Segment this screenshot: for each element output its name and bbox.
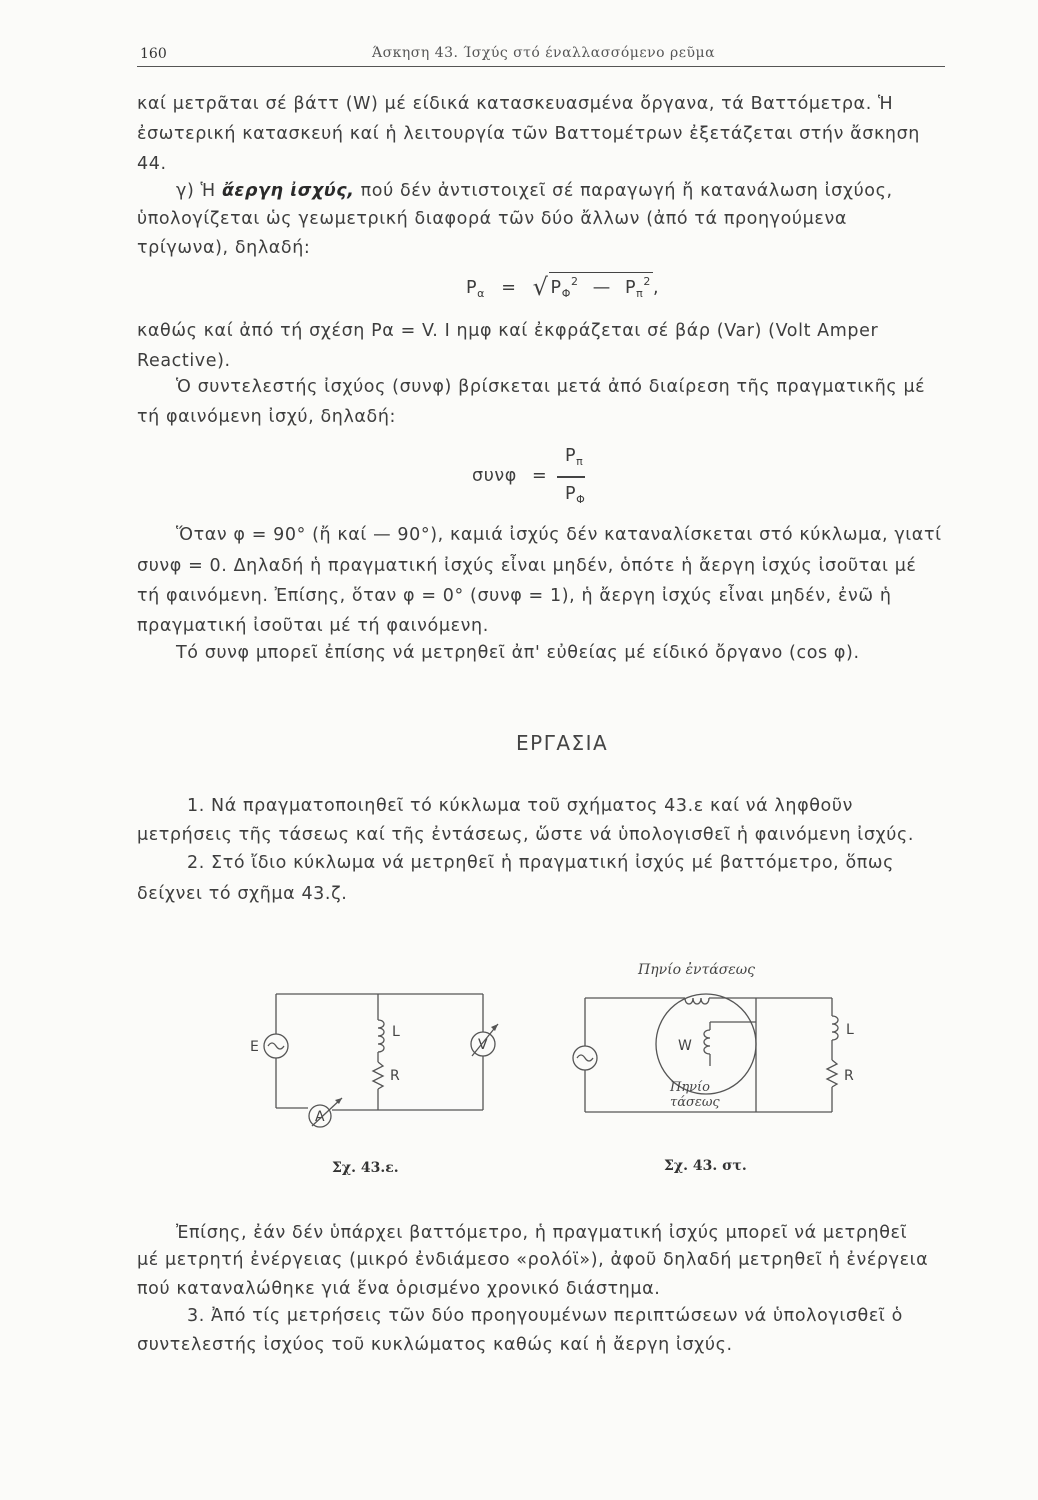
body-line-9: Ὁ συντελεστής ἰσχύος (συνφ) βρίσκεται μετά ἀπό διαίρεση τῆς πραγματικῆς μέ (176, 377, 926, 397)
task-3-line-1: 3. Ἀπό τίς μετρήσεις τῶν δύο προηγουμένων περιπτώσεων νά ὑπολογισθεῖ ὁ (187, 1306, 903, 1326)
body-line-10: τή φαινόμενη ἰσχύ, δηλαδή: (137, 407, 397, 427)
label-V: V (478, 1037, 488, 1053)
circuit-diagram-43e (240, 980, 510, 1140)
inductor-coil-icon (378, 1020, 384, 1052)
body-line-7: καθώς καί ἀπό τή σχέση Pα = V. I ημφ καί ἐκφράζεται σέ βάρ (Var) (Volt Amper (137, 321, 879, 341)
formula1-r2-sub: π (636, 287, 644, 300)
label-A: A (315, 1109, 325, 1125)
body-line-11: Ὅταν φ = 90° (ἤ καί — 90°), καμιά ἰσχύς δέν καταναλίσκεται στό κύκλωμα, γιατί (176, 525, 942, 545)
formula2-num-sub: π (576, 455, 584, 468)
label-L: L (392, 1024, 400, 1040)
formula2-numerator (565, 446, 583, 468)
label-E: E (250, 1039, 259, 1055)
sqrt-radicand (549, 272, 653, 300)
formula1-tail: , (653, 278, 660, 298)
figure-43e-caption: Σχ. 43.ε. (332, 1160, 399, 1176)
body-line-13: τή φαινόμενη. Ἐπίσης, ὅταν φ = 0° (συνφ = 1), ἡ ἄεργη ἰσχύς εἶναι μηδέν, ἐνῶ ἡ (137, 586, 892, 606)
label-voltage-coil-1: Πηνίο (670, 1080, 710, 1095)
body-line-4-pre: γ) Ἡ (176, 181, 222, 201)
label-L: L (846, 1022, 854, 1038)
formula1-minus: — (592, 278, 611, 298)
label-R: R (390, 1068, 400, 1084)
label-current-coil: Πηνίο ἐντάσεως (638, 962, 756, 978)
formula2-den-sub: Φ (576, 493, 586, 506)
formula1-r2: P (625, 278, 637, 298)
inductor-coil-icon (832, 1016, 838, 1040)
body-line-15: Τό συνφ μπορεῖ ἐπίσης νά μετρηθεῖ ἀπ' εὐθείας μέ είδικό ὄργανο (cos φ). (176, 643, 860, 663)
body-line-4 (176, 181, 893, 201)
body-line-14: πραγματική ἰσοῦται μέ τή φαινόμενη. (137, 616, 489, 636)
task-1-line-1: 1. Νά πραγματοποιηθεῖ τό κύκλωμα τοῦ σχήματος 43.ε καί νά ληφθοῦν (187, 796, 853, 816)
formula1-lhs: P (466, 278, 478, 298)
ac-wave-icon (268, 1043, 284, 1049)
body-line-2: ἐσωτερική κατασκευή καί ἡ λειτουργία τῶν Βαττομέτρων ἐξετάζεται στήν ἄσκηση (137, 124, 920, 144)
header-rule (137, 66, 945, 67)
closing-line-1: Ἐπίσης, ἐάν δέν ὑπάρχει βαττόμετρο, ἡ πραγματική ἰσχύς μπορεῖ νά μετρηθεῖ (176, 1223, 908, 1243)
task-2-line-1: 2. Στό ἴδιο κύκλωμα νά μετρηθεῖ ἡ πραγματική ἰσχύς μέ βαττόμετρο, ὅπως (187, 853, 895, 873)
closing-line-2: μέ μετρητή ἐνέργειας (μικρό ἐνδιάμεσο «ρολόϊ»), ἀφοῦ δηλαδή μετρηθεῖ ἡ ἐνέργεια (137, 1250, 929, 1270)
body-line-3: 44. (137, 154, 167, 174)
ac-wave-icon (577, 1055, 593, 1061)
task-3-line-2: συντελεστής ἰσχύος τοῦ κυκλώματος καθώς καί ἡ ἄεργη ἰσχύς. (137, 1335, 733, 1355)
body-line-8: Reactive). (137, 351, 231, 371)
sqrt-sign: √ (532, 273, 549, 301)
body-line-6: τρίγωνα), δηλαδή: (137, 238, 311, 258)
formula-reactive-power (466, 272, 659, 301)
closing-line-3: πού καταναλώθηκε γιά ἕνα ὁρισμένο χρονικό διάστημα. (137, 1279, 661, 1299)
body-line-5: ὑπολογίζεται ὡς γεωμετρική διαφορά τῶν δύο ἄλλων (ἀπό τά προηγούμενα (137, 209, 847, 229)
formula2-num-symbol: P (565, 446, 577, 466)
formula2-eq: = (532, 466, 548, 486)
body-line-12: συνφ = 0. Δηλαδή ἡ πραγματική ἰσχύς εἶναι μηδέν, ὁπότε ἡ ἄεργη ἰσχύς ἰσοῦται μέ (137, 556, 917, 576)
fraction-bar (557, 476, 585, 478)
formula2-den-symbol: P (565, 484, 577, 504)
task-2-line-2: δείχνει τό σχῆμα 43.ζ. (137, 884, 348, 904)
formula1-lhs-sub: α (477, 287, 486, 300)
current-coil-icon (685, 998, 709, 1004)
formula1-eq: = (501, 278, 517, 298)
section-title: ΕΡΓΑΣΙΑ (516, 731, 609, 755)
voltmeter-arrowhead (491, 1024, 498, 1031)
formula1-r2-sup: 2 (643, 275, 652, 288)
formula2-denominator (565, 484, 585, 506)
label-W: W (678, 1038, 692, 1054)
resistor-icon (373, 1062, 383, 1089)
term-reactive-power: ἄεργη ἰσχύς, (221, 181, 355, 201)
formula1-r1: P (550, 278, 562, 298)
figure-43st-caption: Σχ. 43. στ. (664, 1158, 747, 1174)
formula2-lhs: συνφ (472, 466, 517, 486)
body-line-4-post: πού δέν ἀντιστοιχεῖ σέ παραγωγή ἤ κατανάλωση ἰσχύος, (354, 181, 893, 201)
page-number: 160 (140, 46, 167, 62)
running-title: Άσκηση 43. Ίσχύς στό έναλλασσόμενο ρεῦμα (372, 45, 716, 61)
label-R: R (844, 1068, 854, 1084)
formula1-r1-sub: Φ (561, 287, 571, 300)
wattmeter-icon (656, 994, 756, 1094)
voltage-coil-icon (704, 1030, 710, 1054)
label-voltage-coil-2: τάσεως (670, 1095, 720, 1110)
task-1-line-2: μετρήσεις τῆς τάσεως καί τῆς ἐντάσεως, ὥστε νά ὑπολογισθεῖ ἡ φαινόμενη ἰσχύς. (137, 825, 914, 845)
resistor-icon (827, 1060, 837, 1087)
formula1-r1-sup: 2 (570, 275, 579, 288)
body-line-1: καί μετρᾶται σέ βάττ (W) μέ είδικά κατασκευασμένα ὄργανα, τά Βαττόμετρα. Ἡ (137, 94, 894, 114)
